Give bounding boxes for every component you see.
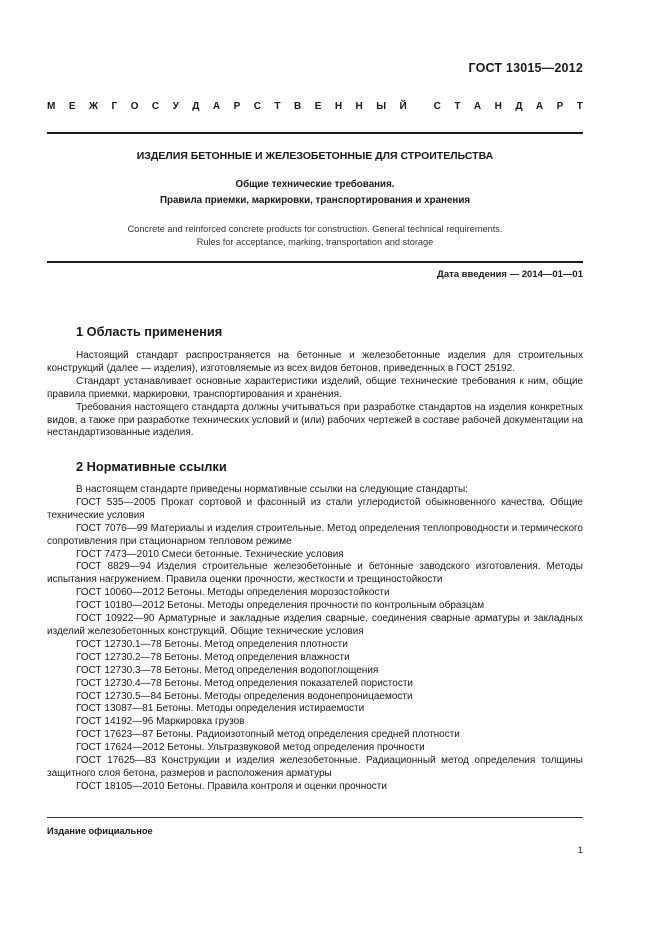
banner-letter: Е <box>314 101 322 112</box>
reference-item: ГОСТ 12730.3—78 Бетоны. Метод определения водопоглощения <box>76 664 379 676</box>
paragraph: Требования настоящего стандарта должны учитываться при разработке стандартов на изделия конкретных видов, а также при разработке технических условий и (или) рабочих чертежей в составе рабочей документации на нестандартизованные изделия. <box>47 401 583 439</box>
banner-letter: Н <box>494 101 502 112</box>
reference-item: ГОСТ 10180—2012 Бетоны. Методы определения прочности по контрольным образцам <box>76 600 485 612</box>
banner-letter: А <box>473 101 482 112</box>
references-intro: В настоящем стандарте приведены нормативные ссылки на следующие стандарты: <box>76 484 468 495</box>
english-title-1: Concrete and reinforced concrete products for construction. General technical requirements. <box>127 224 503 234</box>
banner-letter: Е <box>68 101 76 112</box>
reference-item: ГОСТ 12730.5—84 Бетоны. Методы определения водонепроницаемости <box>76 690 413 702</box>
section-2-heading: 2 Нормативные ссылки <box>76 459 227 474</box>
reference-item: ГОСТ 12730.4—78 Бетоны. Метод определения показателей пористости <box>76 677 414 689</box>
banner-letter: Р <box>556 101 564 112</box>
banner-letter: Й <box>399 101 407 112</box>
reference-item: ГОСТ 13087—81 Бетоны. Методы определения истираемости <box>76 703 365 715</box>
normative-references <box>47 484 583 794</box>
banner-letter: В <box>293 101 302 112</box>
edition-note: Издание официальное <box>47 826 153 836</box>
banner-letter: Д <box>515 101 523 112</box>
banner-letter: Ы <box>376 101 387 112</box>
reference-item: ГОСТ 10060—2012 Бетоны. Методы определения морозостойкости <box>76 587 390 599</box>
paragraph: Настоящий стандарт распространяется на бетонные и железобетонные изделия для строительных конструкций (далее — изделия), изготовляемые из всех видов бетонов, приведенных в ГОСТ 25192. <box>47 350 583 374</box>
banner-letter: Н <box>334 101 343 112</box>
banner-letter: Т <box>274 101 281 112</box>
banner-letter: Т <box>454 101 461 112</box>
document-subtitle-2: Правила приемки, маркировки, транспортирования и хранения <box>159 195 471 206</box>
banner-letter: Д <box>192 101 200 112</box>
banner-letter: О <box>130 101 139 112</box>
reference-item: ГОСТ 14192—96 Маркировка грузов <box>76 716 245 728</box>
banner-letter: С <box>253 101 261 112</box>
reference-item: ГОСТ 7076—99 Материалы и изделия строительные. Метод определения теплопроводности и термического сопротивления при стационарном тепловом режиме <box>47 522 583 547</box>
header-rule <box>47 132 583 134</box>
effective-date: Дата введения — 2014—01—01 <box>437 269 583 280</box>
banner-letter: С <box>433 101 441 112</box>
banner-letter: Г <box>111 101 118 112</box>
banner-letter: Н <box>355 101 363 112</box>
reference-item: ГОСТ 17623—87 Бетоны. Радиоизотопный метод определения средней плотности <box>76 729 460 741</box>
banner-letter: Т <box>576 101 583 112</box>
banner-letter: Ж <box>88 101 98 112</box>
gost-code: ГОСТ 13015—2012 <box>468 61 583 75</box>
document-title: ИЗДЕЛИЯ БЕТОННЫЕ И ЖЕЛЕЗОБЕТОННЫЕ ДЛЯ СТРОИТЕЛЬСТВА <box>136 150 494 162</box>
reference-item: ГОСТ 17624—2012 Бетоны. Ультразвуковой метод определения прочности <box>76 742 425 754</box>
reference-item: ГОСТ 7473—2010 Смеси бетонные. Технические условия <box>76 548 344 560</box>
section-1-body <box>47 350 583 440</box>
footer-rule <box>47 817 583 818</box>
banner-letter: А <box>212 101 221 112</box>
reference-item: ГОСТ 12730.2—78 Бетоны. Метод определения влажности <box>76 651 350 663</box>
paragraph: Стандарт устанавливает основные характеристики изделий, общие технические требования к ним, общие правила приемки, маркировки, транспортирования и хранения. <box>47 375 583 400</box>
reference-item: ГОСТ 535—2005 Прокат сортовой и фасонный из стали углеродистой обыкновенного качества. Общие технические условия <box>47 496 583 521</box>
document-subtitle-1: Общие технические требования. <box>235 179 395 190</box>
reference-item: ГОСТ 17625—83 Конструкции и изделия железобетонные. Радиационный метод определения толщины защитного слоя бетона, размеров и расположения арматуры <box>47 755 583 779</box>
banner-letter: Р <box>233 101 241 112</box>
reference-item: ГОСТ 8829—94 Изделия строительные железобетонные и бетонные заводского изготовления. Методы испытания нагружением. Правила оценки прочности, жесткости и трещиностойкости <box>47 561 583 586</box>
reference-item: ГОСТ 18105—2010 Бетоны. Правила контроля и оценки прочности <box>76 780 387 792</box>
reference-item: ГОСТ 12730.1—78 Бетоны. Метод определения плотности <box>76 638 348 650</box>
section-1-heading: 1 Область применения <box>76 324 223 339</box>
banner-letter: А <box>535 101 544 112</box>
interstate-standard-banner <box>47 101 583 112</box>
reference-item: ГОСТ 10922—90 Арматурные и закладные изделия сварные, соединения сварные арматуры и закладных изделий железобетонных конструкций. Общие технические условия <box>47 613 583 637</box>
banner-letter: С <box>151 101 160 112</box>
title-rule <box>47 261 583 263</box>
page-number: 1 <box>577 845 583 856</box>
banner-letter: М <box>47 101 56 112</box>
english-title-2: Rules for acceptance, marking, transportation and storage <box>196 237 434 247</box>
banner-letter: У <box>172 101 179 112</box>
